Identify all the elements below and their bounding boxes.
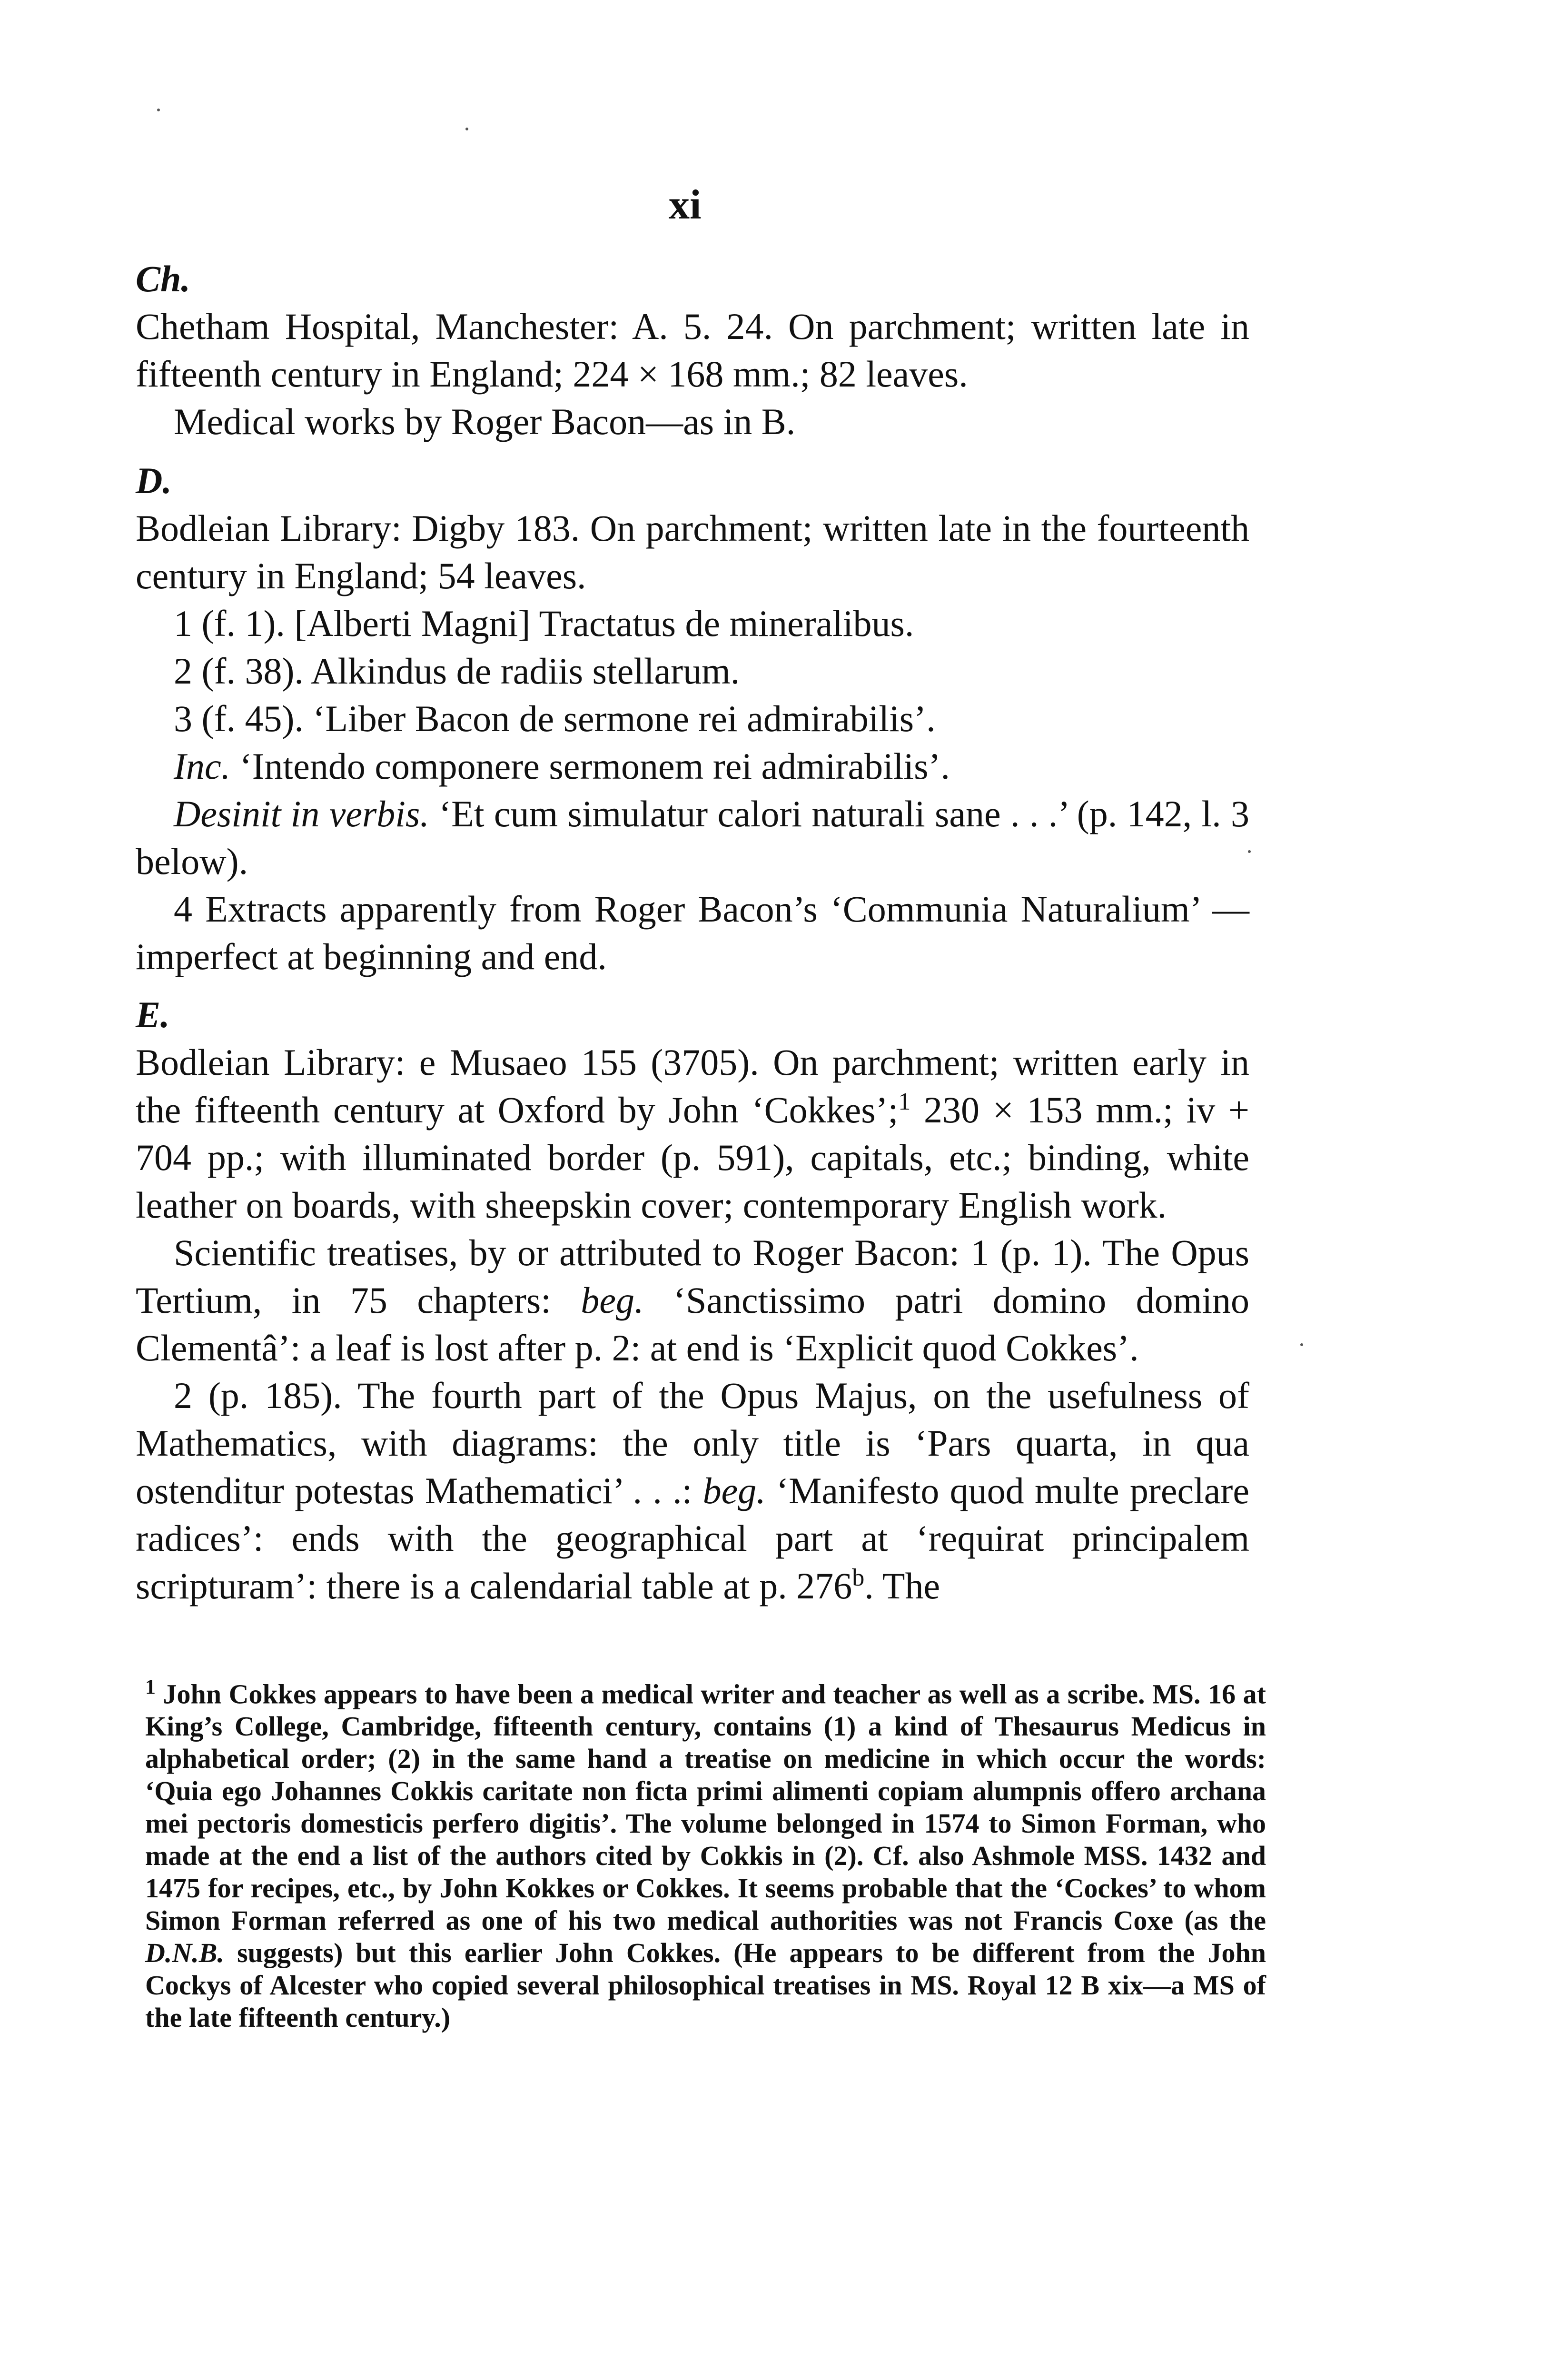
siglum-e: E.: [136, 994, 170, 1035]
incipit-label: Inc.: [174, 745, 231, 787]
beg-label: beg.: [702, 1470, 766, 1511]
e-treatise-1-text: Scientific treatises, by or attributed to Roger Bacon: 1 (p. 1). The Opus Tertium, in 75 chapters:: [136, 1232, 1249, 1321]
d-item-1: 1 (f. 1). [Alberti Magni] Tractatus de mineralibus.: [174, 603, 914, 644]
desinit-text: ‘Et cum simulatur calori naturali sane . . .’ (p. 142, l. 3 below).: [136, 793, 1249, 882]
section-d: [136, 457, 1249, 981]
e-treatise-2-text-cont: ‘Manifesto quod multe preclare radices’: ends with the geographical part at ‘requirat principalem scripturam’: there is a calendarial table at p. 276: [136, 1470, 1249, 1606]
section-ch: [136, 255, 1249, 446]
e-treatise-1: [136, 1229, 1249, 1372]
e-treatise-2: [136, 1372, 1249, 1610]
d-item-2: 2 (f. 38). Alkindus de radiis stellarum.: [174, 650, 740, 692]
desinit-label: Desinit in verbis.: [174, 793, 429, 834]
d-desinit: [136, 790, 1249, 885]
footnote-text: John Cokkes appears to have been a medical writer and teacher as well as a scribe. MS. 16 at King’s College, Cambridge, fifteenth century, contains (1) a kind of Thesaurus Medicus in alphabetical order; (2) in the same hand a treatise on medicine in which occur the words: ‘Quia ego Johannes Cokkis caritate non ficta primi alimenti copiam alumpnis offero archana mei pectoris domesticis perfero digitis’. The volume belonged in 1574 to Simon Forman, who made at the end a list of the authors cited by Cokkis in (2). Cf. also Ashmole MSS. 1432 and 1475 for recipes, etc., by John Kokkes or Cokkes. It seems probable that the ‘Cockes’ to whom Simon Forman referred as one of his two medical authorities was not Francis Coxe (as the: [145, 1678, 1266, 1936]
footnote-dnb: D.N.B.: [145, 1937, 224, 1969]
ch-contents: Medical works by Roger Bacon—as in B.: [174, 401, 796, 442]
e-treatise-2-text: 2 (p. 185). The fourth part of the Opus Majus, on the usefulness of Mathematics, with diagrams: the only title is ‘Pars quarta, in qua ostenditur potestas Mathematici’ . . .:: [136, 1375, 1249, 1511]
footnote: [145, 1671, 1266, 2034]
incipit-text: ‘Intendo componere sermonem rei admirabilis’.: [230, 745, 950, 787]
siglum-ch: Ch.: [136, 258, 190, 299]
d-incipit: [136, 743, 1249, 790]
e-description: [136, 1039, 1249, 1229]
page-superscript: b: [852, 1564, 865, 1591]
d-item-3: 3 (f. 45). ‘Liber Bacon de sermone rei admirabilis’.: [174, 698, 936, 739]
section-e: [136, 991, 1249, 1610]
beg-label: beg.: [581, 1279, 644, 1321]
e-description-text: Bodleian Library: e Musaeo 155 (3705). On parchment; written early in the fifteenth century at Oxford by John ‘Cokkes’;: [136, 1041, 1249, 1130]
page-number: xi: [669, 182, 702, 228]
scan-speck: [157, 109, 160, 111]
footnote-mark: 1: [145, 1675, 156, 1698]
e-treatise-2-text-end: . The: [864, 1565, 940, 1606]
siglum-d: D.: [136, 460, 172, 501]
footnote-text-cont: suggests) but this earlier John Cokkes. (He appears to be different from the John Cockys of Alcester who copied several philosophical treatises in MS. Royal 12 B xix—a MS of the late fifteenth century.): [145, 1937, 1266, 2033]
e-description-text-cont: 230 × 153 mm.; iv + 704 pp.; with illuminated border (p. 591), capitals, etc.; binding, white leather on boards, with sheepskin cover; contemporary English work.: [136, 1089, 1249, 1226]
scan-speck: [465, 128, 468, 130]
d-description: Bodleian Library: Digby 183. On parchment; written late in the fourteenth century in England; 54 leaves.: [136, 507, 1249, 596]
footnote-reference: 1: [898, 1088, 911, 1115]
e-treatise-1-text-cont: ‘Sanctissimo patri domino domino Clementâ’: a leaf is lost after p. 2: at end is ‘Explicit quod Cokkes’.: [136, 1279, 1249, 1368]
ch-description: Chetham Hospital, Manchester: A. 5. 24. On parchment; written late in fifteenth century in England; 224 × 168 mm.; 82 leaves.: [136, 306, 1249, 395]
scan-speck: [1300, 1343, 1303, 1346]
d-item-4: 4 Extracts apparently from Roger Bacon’s ‘Communia Naturalium’ —imperfect at beginning and end.: [136, 888, 1249, 977]
